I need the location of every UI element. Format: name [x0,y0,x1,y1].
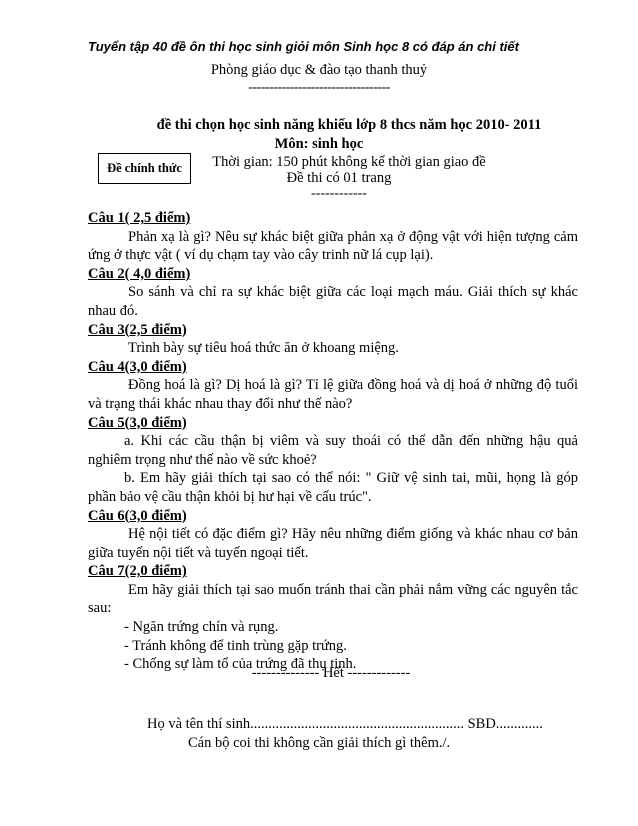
question-text: Em hãy giải thích tại sao muốn tránh thai cần phải nắm vững các nguyên tắc sau: [88,581,578,617]
time-line: Thời gian: 150 phút không kể thời gian giao đề [212,154,486,170]
page-count: Đề thi có 01 trang [286,170,392,186]
question-label: Câu 6(3,0 điểm) [88,507,187,524]
document-banner: Tuyển tập 40 đề ôn thi học sinh giỏi môn Sinh học 8 có đáp án chi tiết [88,39,519,54]
list-item: - Chống sự làm tổ của trứng đã thụ tinh. [124,656,357,673]
header-divider-2: ------------ [311,186,367,201]
question-text: So sánh và chỉ ra sự khác biệt giữa các loại mạch máu. Giải thích sự khác nhau đó. [88,284,578,319]
question-text: Trình bày sự tiêu hoá thức ăn ở khoang miệng. [128,340,399,357]
question-label: Câu 3(2,5 điểm) [88,321,187,338]
question-label: Câu 7(2,0 điểm) [88,563,187,580]
official-stamp: Đề chính thức [98,153,191,184]
office-name: Phòng giáo dục & đào tạo thanh thuỷ [210,62,428,78]
proctor-note: Cán bộ coi thi không cần giải thích gì thêm./. [188,735,451,751]
question-label: Câu 4(3,0 điểm) [88,358,187,375]
exam-title: đề thi chọn học sinh năng khiếu lớp 8 thcs năm học 2010- 2011 [156,117,542,133]
header-divider: ---------------------------------- [248,80,390,95]
question-text: a. Khi các cầu thận bị viêm và suy thoái có thể dẫn đến những hậu quả nghiêm trọng như thế nào về sức khoẻ? [88,433,578,468]
question-label: Câu 5(3,0 điểm) [88,414,187,431]
list-item: - Ngăn trứng chín và rụng. [124,619,279,636]
question-label: Câu 1( 2,5 điểm) [88,210,191,226]
question-text: Đồng hoá là gì? Dị hoá là gì? Tỉ lệ giữa đồng hoá và dị hoá ở những độ tuổi và trạng thái khác nhau thay đổi như thế nào? [88,377,578,412]
question-label: Câu 2( 4,0 điểm) [88,265,191,282]
question-text: Hệ nội tiết có đặc điểm gì? Hãy nêu những điểm giống và khác nhau cơ bản giữa tuyến nội tiết và tuyến ngoại tiết. [88,526,578,561]
subject-line: Môn: sinh học [274,136,364,152]
list-item: - Tránh không để tinh trùng gặp trứng. [124,637,347,654]
exam-body [88,209,578,674]
question-text: Phản xạ là gì? Nêu sự khác biệt giữa phản xạ ở động vật với hiện tượng cảm ứng ở thực vật ( ví dụ chạm tay vào cây trinh nữ lá cụp lại). [88,228,578,264]
candidate-line: Họ và tên thí sinh........................................................... SBD............. [147,716,543,732]
end-marker: -------------- Hết ------------- [251,665,411,681]
question-text: b. Em hãy giải thích tại sao có thể nói: " Giữ vệ sinh tai, mũi, họng là góp phần bảo vệ cầu thận khỏi bị hư hại về cấu trúc". [88,470,578,505]
